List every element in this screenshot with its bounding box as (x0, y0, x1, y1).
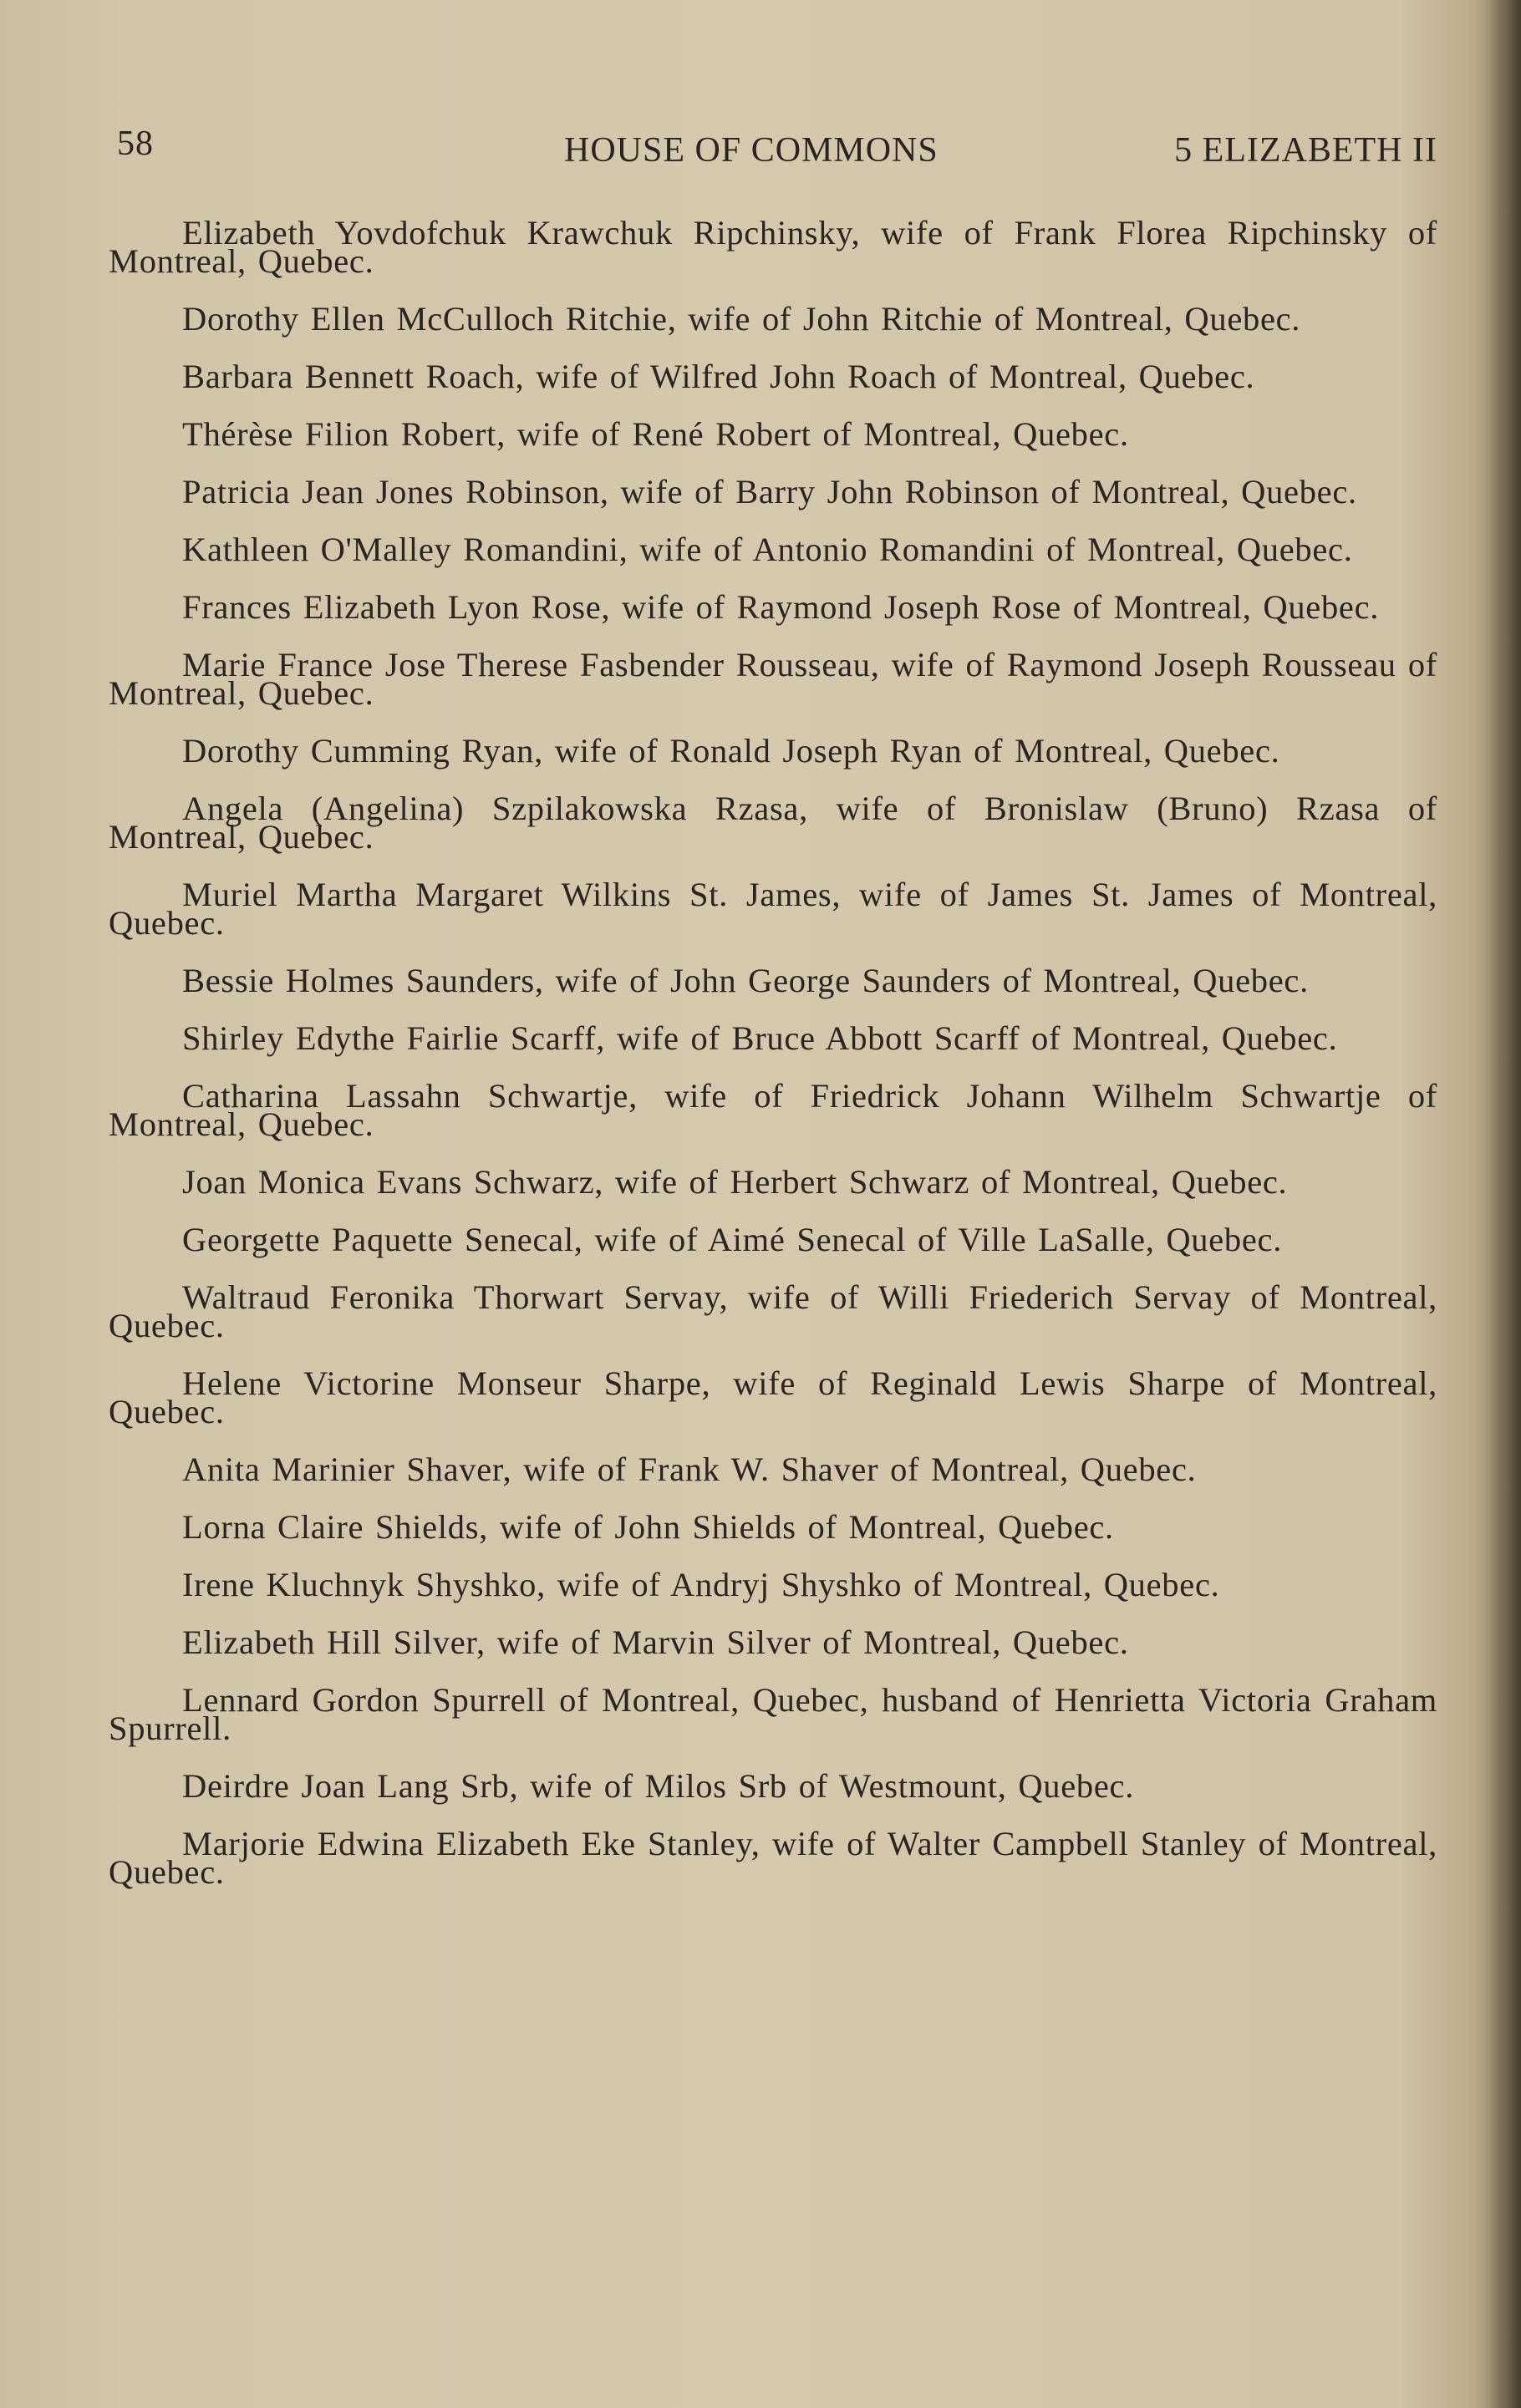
entry-paragraph: Irene Kluchnyk Shyshko, wife of Andryj Shyshko of Montreal, Quebec. (182, 1566, 1220, 1603)
entry-paragraph: Barbara Bennett Roach, wife of Wilfred John Roach of Montreal, Quebec. (182, 358, 1255, 395)
entry-paragraph: Dorothy Cumming Ryan, wife of Ronald Joseph Ryan of Montreal, Quebec. (182, 732, 1280, 770)
entry-list (109, 214, 1437, 1916)
entry-paragraph: Frances Elizabeth Lyon Rose, wife of Raymond Joseph Rose of Montreal, Quebec. (182, 588, 1380, 626)
entry-paragraph: Kathleen O'Malley Romandini, wife of Antonio Romandini of Montreal, Quebec. (182, 531, 1353, 568)
page-number: 58 (117, 124, 154, 163)
entry-paragraph: Dorothy Ellen McCulloch Ritchie, wife of John Ritchie of Montreal, Quebec. (182, 300, 1301, 338)
entry-paragraph: Anita Marinier Shaver, wife of Frank W. Shaver of Montreal, Quebec. (182, 1450, 1197, 1488)
entry-paragraph: Marie France Jose Therese Fasbender Rousseau, wife of Raymond Joseph Rousseau of Montreal, Quebec. (109, 646, 1437, 712)
entry-paragraph: Marjorie Edwina Elizabeth Eke Stanley, wife of Walter Campbell Stanley of Montreal, Quebec. (109, 1825, 1437, 1891)
page-spine-shadow (1488, 0, 1521, 2408)
entry-paragraph: Muriel Martha Margaret Wilkins St. James, wife of James St. James of Montreal, Quebec. (109, 876, 1437, 942)
page-header (117, 124, 1437, 174)
entry-paragraph: Helene Victorine Monseur Sharpe, wife of Reginald Lewis Sharpe of Montreal, Quebec. (109, 1364, 1437, 1430)
regnal-year: 5 ELIZABETH II (1174, 131, 1437, 170)
entry-paragraph: Elizabeth Hill Silver, wife of Marvin Silver of Montreal, Quebec. (182, 1623, 1129, 1661)
entry-paragraph: Patricia Jean Jones Robinson, wife of Barry John Robinson of Montreal, Quebec. (182, 473, 1357, 511)
entry-paragraph: Joan Monica Evans Schwarz, wife of Herbert Schwarz of Montreal, Quebec. (182, 1163, 1288, 1201)
entry-paragraph: Angela (Angelina) Szpilakowska Rzasa, wife of Bronislaw (Bruno) Rzasa of Montreal, Quebec. (109, 790, 1437, 856)
entry-paragraph: Lorna Claire Shields, wife of John Shields of Montreal, Quebec. (182, 1508, 1114, 1546)
entry-paragraph: Catharina Lassahn Schwartje, wife of Friedrick Johann Wilhelm Schwartje of Montreal, Quebec. (109, 1077, 1437, 1143)
running-title: HOUSE OF COMMONS (564, 131, 939, 170)
entry-paragraph: Bessie Holmes Saunders, wife of John George Saunders of Montreal, Quebec. (182, 962, 1309, 999)
entry-paragraph: Georgette Paquette Senecal, wife of Aimé Senecal of Ville LaSalle, Quebec. (182, 1221, 1283, 1258)
entry-paragraph: Waltraud Feronika Thorwart Servay, wife of Willi Friederich Servay of Montreal, Quebec. (109, 1278, 1437, 1344)
entry-paragraph: Elizabeth Yovdofchuk Krawchuk Ripchinsky, wife of Frank Florea Ripchinsky of Montreal, Quebec. (109, 214, 1437, 280)
entry-paragraph: Lennard Gordon Spurrell of Montreal, Quebec, husband of Henrietta Victoria Graham Spurrell. (109, 1681, 1437, 1747)
entry-paragraph: Deirdre Joan Lang Srb, wife of Milos Srb of Westmount, Quebec. (182, 1767, 1135, 1805)
entry-paragraph: Thérèse Filion Robert, wife of René Robert of Montreal, Quebec. (182, 415, 1129, 453)
entry-paragraph: Shirley Edythe Fairlie Scarff, wife of Bruce Abbott Scarff of Montreal, Quebec. (182, 1019, 1338, 1057)
